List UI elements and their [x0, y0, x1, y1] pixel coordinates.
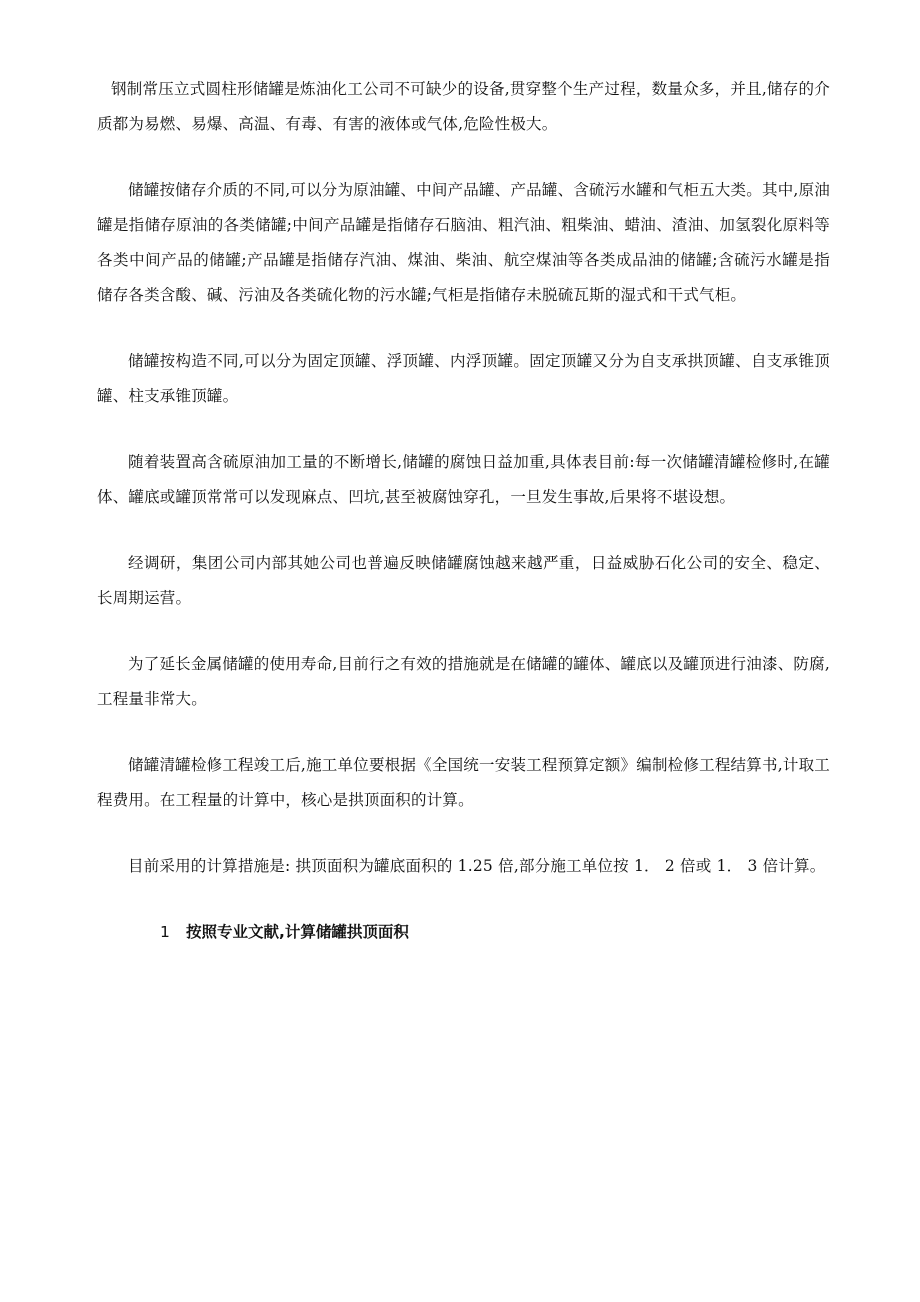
document-page [97, 72, 830, 950]
paragraph-classification-by-structure: 储罐按构造不同,可以分为固定顶罐、浮顶罐、内浮顶罐。固定顶罐又分为自支承拱顶罐、自支承锥顶罐、柱支承锥顶罐。 [97, 352, 830, 405]
paragraph-settlement: 储罐清罐检修工程竣工后,施工单位要根据《全国统一安装工程预算定额》编制检修工程结算书,计取工程费用。在工程量的计算中，核心是拱顶面积的计算。 [97, 756, 830, 809]
paragraph-corrosion: 随着装置高含硫原油加工量的不断增长,储罐的腐蚀日益加重,具体表目前:每一次储罐清罐检修时,在罐体、罐底或罐顶常常可以发现麻点、凹坑,甚至被腐蚀穿孔，一旦发生事故,后果将不堪设想。 [97, 453, 830, 506]
section-heading-text: 按照专业文献,计算储罐拱顶面积 [186, 923, 409, 941]
section-heading-number: 1 [160, 923, 170, 941]
paragraph-calculation-method: 目前采用的计算措施是: 拱顶面积为罐底面积的 1.25 倍,部分施工单位按 1． 2 倍或 1． 3 倍计算。 [128, 857, 826, 875]
paragraph-measures: 为了延长金属储罐的使用寿命,目前行之有效的措施就是在储罐的罐体、罐底以及罐顶进行油漆、防腐,工程量非常大。 [97, 655, 830, 708]
paragraph-survey: 经调研，集团公司内部其她公司也普遍反映储罐腐蚀越来越严重，日益威胁石化公司的安全、稳定、长周期运营。 [97, 554, 830, 607]
paragraph-classification-by-medium: 储罐按储存介质的不同,可以分为原油罐、中间产品罐、产品罐、含硫污水罐和气柜五大类。其中,原油罐是指储存原油的各类储罐;中间产品罐是指储存石脑油、粗汽油、粗柴油、蜡油、渣油、加氢裂化原料等各类中间产品的储罐;产品罐是指储存汽油、煤油、柴油、航空煤油等各类成品油的储罐;含硫污水罐是指储存各类含酸、碱、污油及各类硫化物的污水罐;气柜是指储存未脱硫瓦斯的湿式和干式气柜。 [97, 181, 830, 304]
section-heading [97, 915, 830, 950]
paragraph-intro: 钢制常压立式圆柱形储罐是炼油化工公司不可缺少的设备,贯穿整个生产过程，数量众多，并且,储存的介质都为易燃、易爆、高温、有毒、有害的液体或气体,危险性极大。 [97, 80, 830, 133]
